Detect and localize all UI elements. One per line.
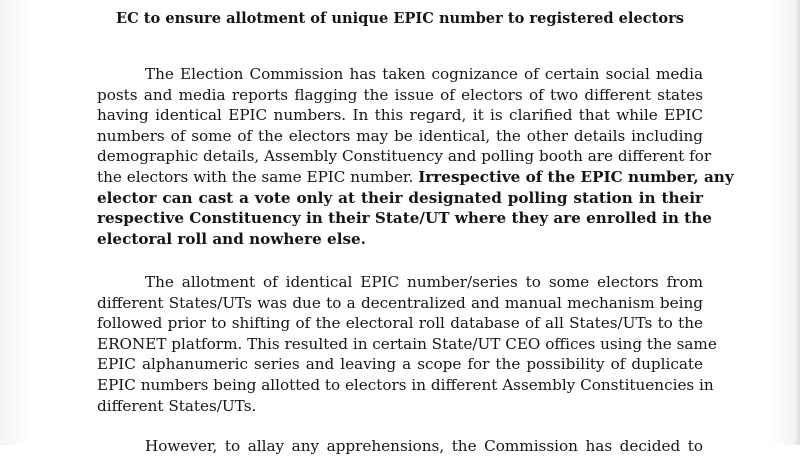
bold-text: elector can cast a vote only at their designated polling station in their — [97, 188, 703, 207]
paragraph-line: different States/UTs was due to a decentralized and manual mechanism being — [97, 293, 703, 312]
paragraph-line: followed prior to shifting of the electoral roll database of all States/UTs to the — [97, 314, 703, 333]
paragraph-line: EPIC alphanumeric series and leaving a scope for the possibility of duplicate — [97, 355, 703, 374]
bold-text: electoral roll and nowhere else. — [97, 229, 366, 248]
paragraph-line — [97, 229, 703, 250]
paragraph-line: posts and media reports flagging the issue of electors of two different states — [97, 85, 703, 104]
paragraph-line — [97, 188, 703, 209]
paragraph-3 — [97, 436, 703, 457]
paragraph-line: EPIC numbers being allotted to electors in different Assembly Constituencies in — [97, 375, 714, 394]
paragraph-line: The Election Commission has taken cognizance of certain social media — [145, 65, 703, 83]
paragraph-line: numbers of some of the electors may be identical, the other details including — [97, 126, 703, 145]
paragraph-line: ERONET platform. This resulted in certain State/UT CEO offices using the same — [97, 334, 717, 353]
page-edge-shadow — [794, 0, 800, 445]
paragraph-line: having identical EPIC numbers. In this regard, it is clarified that while EPIC — [97, 106, 703, 125]
paragraph-line: However, to allay any apprehensions, the Commission has decided to — [145, 437, 703, 455]
paragraph-line: The allotment of identical EPIC number/series to some electors from — [145, 273, 703, 291]
paragraph-line — [97, 208, 712, 229]
paragraph-line: the electors with the same EPIC number. Irrespective of the EPIC number, any — [97, 167, 734, 186]
paragraph-line: different States/UTs. — [97, 396, 257, 415]
bold-text: Irrespective of the EPIC number, any — [418, 167, 734, 186]
bold-text: respective Constituency in their State/UT where they are enrolled in the — [97, 209, 712, 228]
paragraph-line: demographic details, Assembly Constituency and polling booth are different for — [97, 147, 712, 166]
document-title: EC to ensure allotment of unique EPIC number to registered electors — [115, 10, 685, 27]
paragraph-2 — [97, 272, 717, 416]
paragraph-1 — [97, 64, 734, 249]
